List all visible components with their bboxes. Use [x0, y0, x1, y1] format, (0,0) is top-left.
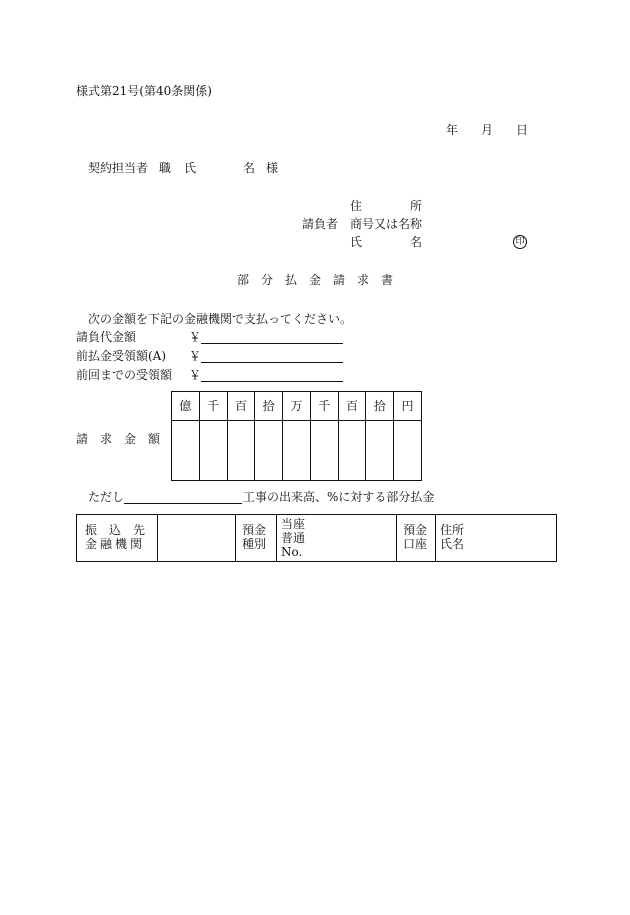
amount-line-contract: [201, 343, 343, 344]
digit-header: 円: [394, 392, 422, 421]
date-day: 日: [516, 123, 529, 137]
digit-header: 千: [199, 392, 227, 421]
account-number-label: No.: [281, 545, 303, 559]
seal-mark: 印: [513, 235, 527, 249]
deposit-kind-cell[interactable]: [277, 515, 397, 562]
addressee-given: 名: [243, 161, 256, 175]
deposit-option-current: 当座: [281, 517, 306, 531]
bank-destination-cell: [77, 515, 158, 562]
amount-yen-contract: ￥: [189, 330, 202, 344]
addressee-title: 契約担当者: [88, 161, 149, 175]
deposit-option-ordinary: 普通: [281, 531, 306, 545]
digit-cell[interactable]: [366, 421, 394, 481]
addressee-post: 職: [159, 161, 172, 175]
digit-cell[interactable]: [394, 421, 422, 481]
digit-cell[interactable]: [255, 421, 283, 481]
addressee-family: 氏: [184, 161, 197, 175]
amount-label-advance: 前払金受領額(A): [76, 349, 167, 363]
proviso-blank-line: [124, 503, 242, 504]
amount-yen-advance: ￥: [189, 349, 202, 363]
amount-yen-previous: ￥: [189, 368, 202, 382]
digit-header: 億: [172, 392, 200, 421]
form-number: 様式第21号(第40条関係): [76, 84, 212, 98]
account-cell: [397, 515, 436, 562]
deposit-type-line2: 種別: [242, 537, 267, 551]
addressee-honorific: 様: [266, 161, 279, 175]
digit-cell[interactable]: [310, 421, 338, 481]
digit-cell[interactable]: [199, 421, 227, 481]
contractor-label: 請負者: [302, 217, 339, 231]
digit-header: 拾: [255, 392, 283, 421]
digit-header: 百: [338, 392, 366, 421]
amount-label-previous: 前回までの受領額: [76, 368, 173, 382]
digit-header: 百: [227, 392, 255, 421]
deposit-type-cell: [236, 515, 277, 562]
intro-text: 次の金額を下記の金融機関で支払ってください。: [88, 312, 353, 326]
bank-destination-line2: 金融機関: [85, 537, 146, 551]
date-year: 年: [446, 123, 459, 137]
bank-name-entry[interactable]: [158, 515, 236, 562]
digit-cell[interactable]: [227, 421, 255, 481]
claim-amount-grid: [171, 391, 422, 481]
digit-cell[interactable]: [283, 421, 311, 481]
contractor-company: 商号又は名称: [350, 217, 423, 231]
claim-amount-label: 請 求 金 額: [76, 432, 161, 446]
account-holder-cell[interactable]: [436, 515, 557, 562]
contractor-address-b: 所: [410, 199, 423, 213]
deposit-type-line1: 預金: [242, 523, 267, 537]
account-holder-address: 住所: [440, 523, 465, 537]
account-line2: 口座: [403, 537, 428, 551]
date-month: 月: [481, 123, 494, 137]
account-holder-name: 氏名: [440, 537, 465, 551]
amount-line-previous: [201, 381, 343, 382]
amount-line-advance: [201, 362, 343, 363]
amount-label-contract: 請負代金額: [76, 330, 137, 344]
digit-cell[interactable]: [338, 421, 366, 481]
contractor-name-b: 名: [410, 235, 423, 249]
proviso-prefix: ただし: [88, 490, 125, 504]
digit-header: 拾: [366, 392, 394, 421]
contractor-name-a: 氏: [350, 235, 363, 249]
account-line1: 預金: [403, 523, 428, 537]
digit-header: 万: [283, 392, 311, 421]
proviso-suffix: 工事の出来高、%に対する部分払金: [243, 490, 435, 504]
digit-header: 千: [310, 392, 338, 421]
contractor-address-a: 住: [350, 199, 363, 213]
digit-cell[interactable]: [172, 421, 200, 481]
bank-table: [76, 514, 557, 562]
document-title: 部 分 払 金 請 求 書: [237, 273, 394, 287]
bank-destination-line1: 振 込 先: [85, 523, 146, 537]
